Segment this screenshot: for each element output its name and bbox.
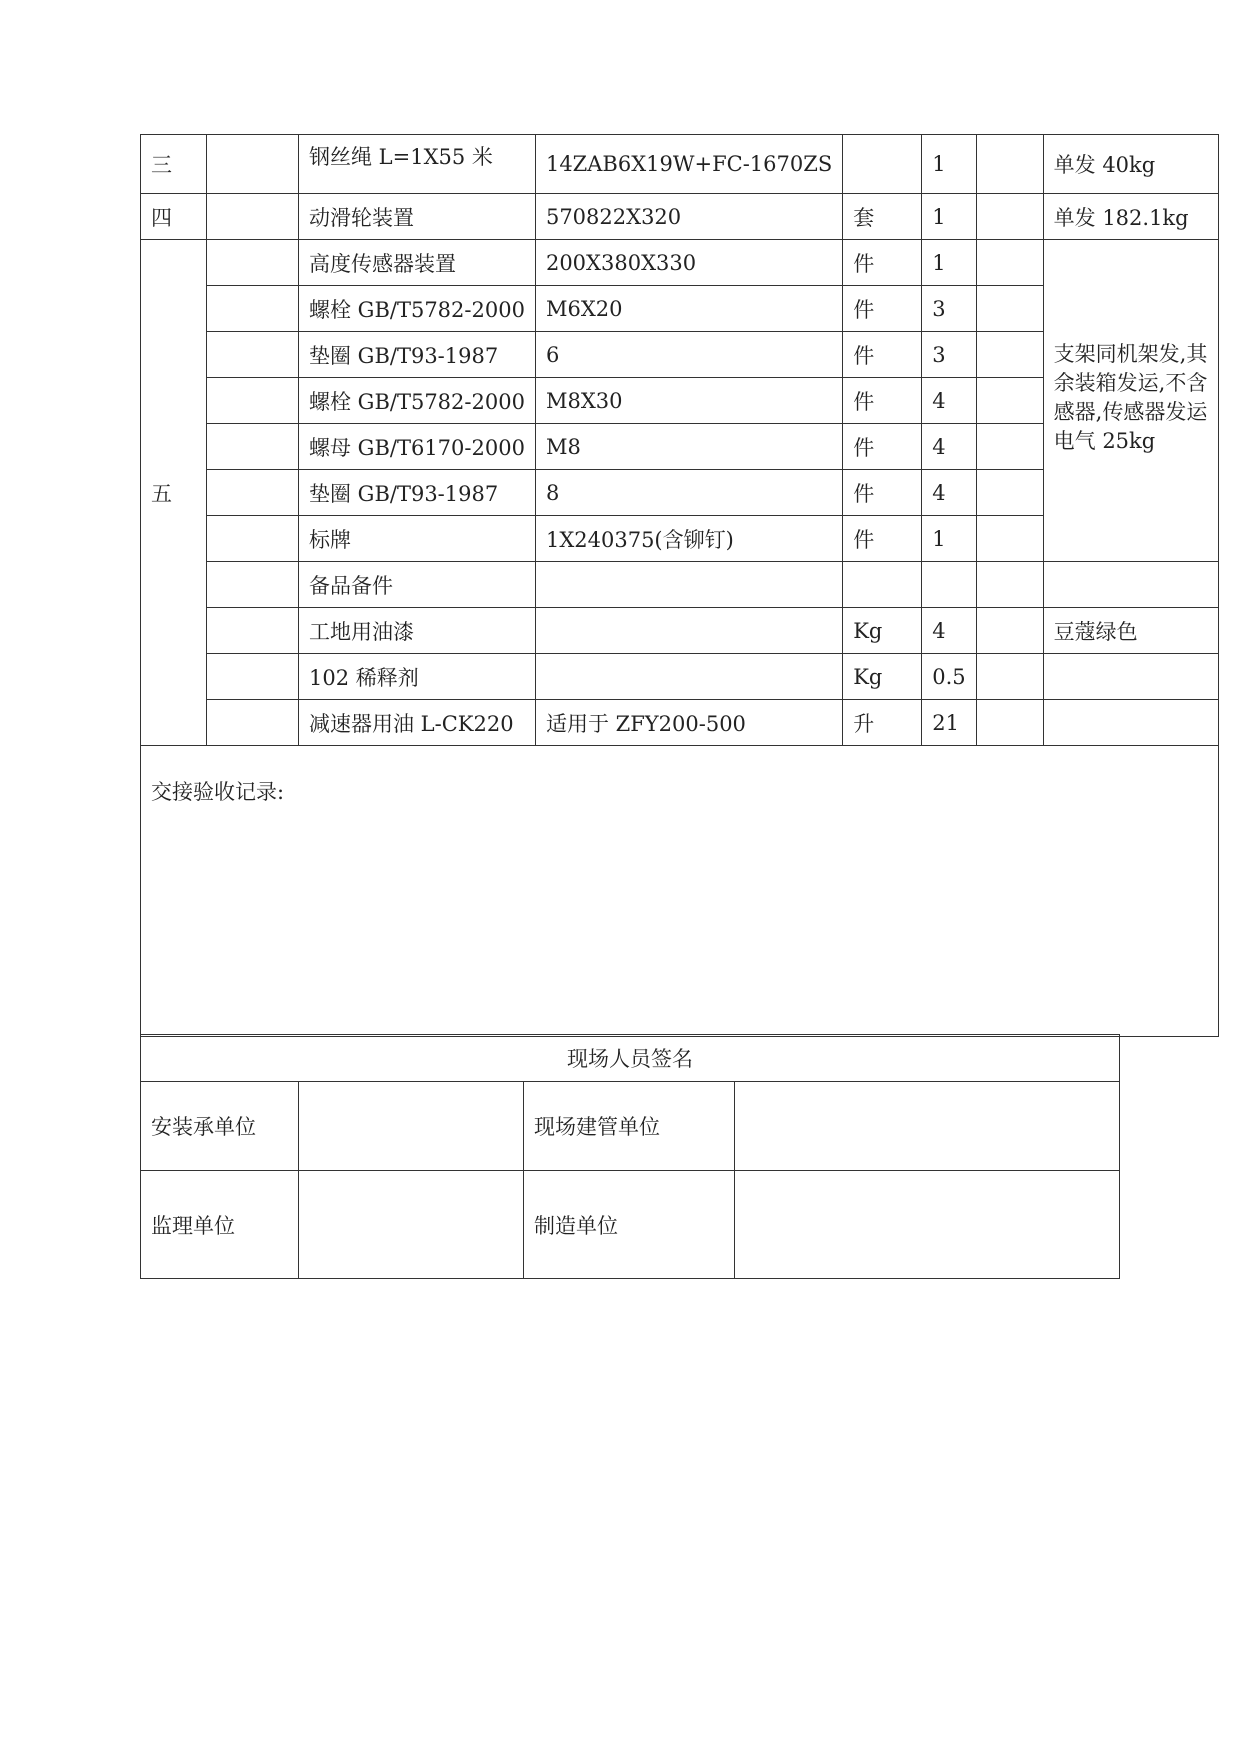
item-qty: 4: [922, 378, 976, 424]
empty-cell: [207, 194, 299, 240]
empty-cell: [976, 286, 1043, 332]
empty-cell: [976, 378, 1043, 424]
empty-cell: [976, 135, 1043, 194]
item-name: 螺栓 GB/T5782-2000: [299, 286, 536, 332]
item-unit: 套: [843, 194, 922, 240]
item-spec: [535, 562, 842, 608]
item-name: 垫圈 GB/T93-1987: [299, 332, 536, 378]
item-remark: [1043, 654, 1218, 700]
item-remark: 单发 40kg: [1043, 135, 1218, 194]
item-name: 102 稀释剂: [299, 654, 536, 700]
item-unit: 件: [843, 286, 922, 332]
item-qty: 3: [922, 332, 976, 378]
empty-cell: [207, 378, 299, 424]
site-unit-sign-field[interactable]: [735, 1082, 1120, 1171]
item-qty: 21: [922, 700, 976, 746]
item-spec: [535, 654, 842, 700]
maker-unit-label: 制造单位: [524, 1171, 735, 1279]
signature-table: [140, 1034, 1120, 1279]
item-spec: 适用于 ZFY200-500: [535, 700, 842, 746]
supervise-unit-sign-field[interactable]: [299, 1171, 524, 1279]
item-unit: 升: [843, 700, 922, 746]
item-spec: 14ZAB6X19W+FC-1670ZS: [535, 135, 842, 194]
table-row: [141, 194, 1219, 240]
item-spec: 8: [535, 470, 842, 516]
empty-cell: [207, 608, 299, 654]
empty-cell: [976, 424, 1043, 470]
seq-cell: 四: [141, 194, 207, 240]
item-qty: 1: [922, 194, 976, 240]
item-remark: [1043, 700, 1218, 746]
item-spec: 200X380X330: [535, 240, 842, 286]
empty-cell: [207, 135, 299, 194]
item-qty: 0.5: [922, 654, 976, 700]
empty-cell: [207, 424, 299, 470]
signature-title-row: [141, 1035, 1120, 1082]
handover-row: [141, 746, 1219, 1037]
signature-title: 现场人员签名: [141, 1035, 1120, 1082]
table-row: [141, 562, 1219, 608]
item-remark: 单发 182.1kg: [1043, 194, 1218, 240]
item-qty: 4: [922, 608, 976, 654]
item-unit: 件: [843, 332, 922, 378]
item-qty: 1: [922, 240, 976, 286]
item-spec: [535, 608, 842, 654]
item-qty: 4: [922, 424, 976, 470]
item-remark: [1043, 562, 1218, 608]
item-spec: M8: [535, 424, 842, 470]
supervise-unit-label: 监理单位: [141, 1171, 299, 1279]
item-qty: 1: [922, 516, 976, 562]
install-unit-label: 安装承单位: [141, 1082, 299, 1171]
table-row: [141, 608, 1219, 654]
empty-cell: [976, 240, 1043, 286]
item-qty: 3: [922, 286, 976, 332]
empty-cell: [976, 516, 1043, 562]
item-name: 螺栓 GB/T5782-2000: [299, 378, 536, 424]
item-unit: [843, 135, 922, 194]
empty-cell: [207, 240, 299, 286]
empty-cell: [976, 470, 1043, 516]
empty-cell: [207, 654, 299, 700]
table-row: [141, 135, 1219, 194]
table-row: [141, 700, 1219, 746]
install-unit-sign-field[interactable]: [299, 1082, 524, 1171]
item-name: 减速器用油 L-CK220: [299, 700, 536, 746]
item-name: 垫圈 GB/T93-1987: [299, 470, 536, 516]
item-unit: 件: [843, 470, 922, 516]
empty-cell: [207, 562, 299, 608]
group-note: 支架同机架发,其余装箱发运,不含感器,传感器发运电气 25kg: [1043, 240, 1218, 562]
empty-cell: [207, 700, 299, 746]
empty-cell: [976, 608, 1043, 654]
item-spec: 570822X320: [535, 194, 842, 240]
empty-cell: [207, 332, 299, 378]
table-row: [141, 240, 1219, 286]
item-unit: [843, 562, 922, 608]
item-spec: M8X30: [535, 378, 842, 424]
item-unit: 件: [843, 424, 922, 470]
item-remark: 豆蔻绿色: [1043, 608, 1218, 654]
empty-cell: [207, 286, 299, 332]
empty-cell: [976, 562, 1043, 608]
item-name: 钢丝绳 L=1X55 米: [299, 135, 536, 194]
seq-cell: 五: [141, 240, 207, 746]
empty-cell: [207, 516, 299, 562]
signature-row: [141, 1082, 1120, 1171]
item-spec: M6X20: [535, 286, 842, 332]
item-qty: 1: [922, 135, 976, 194]
item-name: 动滑轮装置: [299, 194, 536, 240]
maker-unit-sign-field[interactable]: [735, 1171, 1120, 1279]
empty-cell: [976, 700, 1043, 746]
site-unit-label: 现场建管单位: [524, 1082, 735, 1171]
item-name: 工地用油漆: [299, 608, 536, 654]
item-unit: 件: [843, 240, 922, 286]
empty-cell: [207, 470, 299, 516]
item-qty: [922, 562, 976, 608]
handover-label: 交接验收记录:: [141, 746, 1219, 1037]
item-name: 高度传感器装置: [299, 240, 536, 286]
empty-cell: [976, 654, 1043, 700]
item-unit: Kg: [843, 654, 922, 700]
item-spec: 6: [535, 332, 842, 378]
equipment-table: [140, 134, 1219, 1037]
item-unit: 件: [843, 516, 922, 562]
item-unit: Kg: [843, 608, 922, 654]
seq-cell: 三: [141, 135, 207, 194]
signature-row: [141, 1171, 1120, 1279]
table-row: [141, 654, 1219, 700]
item-unit: 件: [843, 378, 922, 424]
item-name: 标牌: [299, 516, 536, 562]
item-spec: 1X240375(含铆钉): [535, 516, 842, 562]
item-name: 备品备件: [299, 562, 536, 608]
empty-cell: [976, 332, 1043, 378]
item-qty: 4: [922, 470, 976, 516]
item-name: 螺母 GB/T6170-2000: [299, 424, 536, 470]
empty-cell: [976, 194, 1043, 240]
